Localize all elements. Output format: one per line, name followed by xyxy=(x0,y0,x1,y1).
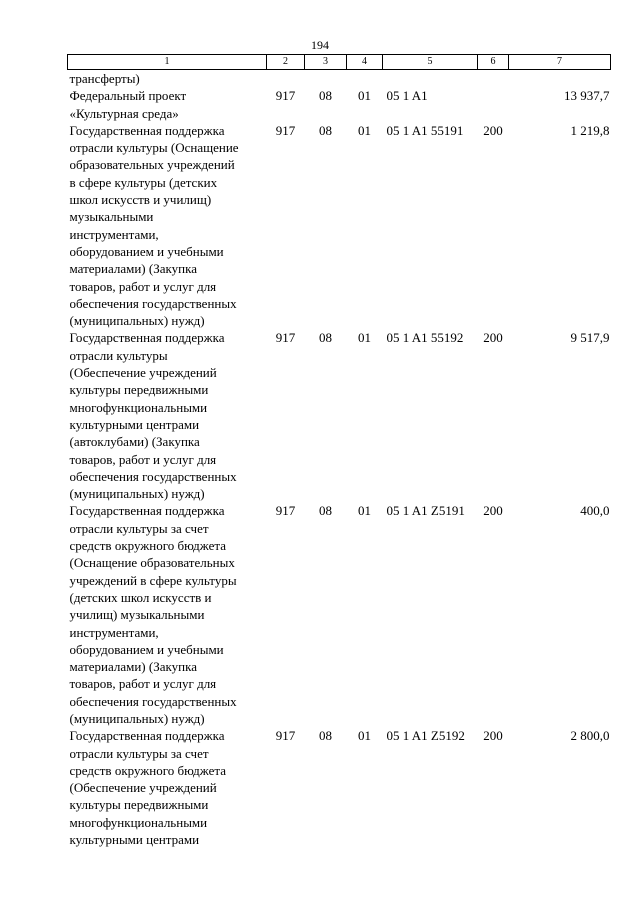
budget-table xyxy=(67,54,611,848)
expense-name-line: трансферты) xyxy=(69,71,140,86)
expense-type-cell: 200 xyxy=(483,330,503,346)
ministry-code-cell: 917 xyxy=(275,88,296,104)
target-article-cell: 05 1 A1 55192 xyxy=(386,330,464,346)
expense-name-line: (Оснащение образовательных xyxy=(69,555,235,571)
expense-name-line: музыкальными xyxy=(69,209,154,225)
expense-name-line: многофункциональными xyxy=(69,814,208,830)
expense-type-cell xyxy=(478,70,509,88)
table-row xyxy=(68,87,611,122)
expense-name-line: отрасли культуры за счет xyxy=(69,520,209,536)
section-code-cell xyxy=(305,70,347,88)
expense-name-line: Государственная поддержка xyxy=(69,503,225,519)
ministry-code-cell: 917 xyxy=(275,728,296,744)
expense-name-line: Государственная поддержка xyxy=(69,330,225,346)
target-article-cell: 05 1 A1 55191 xyxy=(386,122,464,138)
table-header-row xyxy=(68,55,611,70)
expense-name-cell xyxy=(68,70,267,88)
expense-name-line: инструментами, xyxy=(69,226,159,242)
expense-name-line: (детских школ искусств и xyxy=(69,589,212,605)
expense-name-line: (Обеспечение учреждений xyxy=(69,365,217,381)
page-number: 194 xyxy=(311,38,329,52)
ministry-code-cell: 917 xyxy=(275,330,296,346)
expense-name-line: культурными центрами xyxy=(69,832,200,848)
column-header: 4 xyxy=(347,55,383,70)
expense-type-cell xyxy=(478,87,509,122)
expense-name-line: культурными центрами xyxy=(69,416,200,432)
expense-name-line: культуры передвижными xyxy=(69,797,209,813)
table-row xyxy=(68,502,611,727)
amount-cell: 9 517,9 xyxy=(570,330,610,346)
expense-name-line: оборудованием и учебными xyxy=(69,243,224,259)
expense-name-line: многофункциональными xyxy=(69,399,208,415)
target-article-cell xyxy=(383,70,478,88)
expense-name-line: Государственная поддержка xyxy=(69,728,225,744)
column-header: 6 xyxy=(478,55,509,70)
expense-name-line: (муниципальных) нужд) xyxy=(69,313,205,329)
expense-name-line: товаров, работ и услуг для xyxy=(69,278,217,294)
expense-name-line: обеспечения государственных xyxy=(69,468,237,484)
subsection-code-cell xyxy=(347,70,383,88)
expense-type-cell: 200 xyxy=(483,122,503,138)
amount-cell: 400,0 xyxy=(580,503,610,519)
expense-name-line: «Культурная среда» xyxy=(69,105,179,121)
section-code-cell: 08 xyxy=(319,503,332,519)
column-header: 1 xyxy=(68,55,267,70)
expense-name-line: (муниципальных) нужд) xyxy=(69,486,205,502)
table-row xyxy=(68,70,611,88)
expense-name-line: материалами) (Закупка xyxy=(69,261,197,277)
ministry-code-cell: 917 xyxy=(275,122,296,138)
expense-name-line: товаров, работ и услуг для xyxy=(69,451,217,467)
expense-name-line: (автоклубами) (Закупка xyxy=(69,434,200,450)
column-header: 5 xyxy=(383,55,478,70)
expense-name-line: оборудованием и учебными xyxy=(69,641,224,657)
expense-name-line: обеспечения государственных xyxy=(69,693,237,709)
expense-name-cell xyxy=(68,87,267,122)
column-header: 3 xyxy=(305,55,347,70)
section-code-cell: 08 xyxy=(319,88,332,104)
table-row xyxy=(68,122,611,330)
subsection-code-cell: 01 xyxy=(358,122,371,138)
amount-cell: 13 937,7 xyxy=(564,88,610,104)
expense-name-cell xyxy=(68,727,267,848)
expense-name-line: обеспечения государственных xyxy=(69,295,237,311)
expense-name-line: средств окружного бюджета xyxy=(69,762,226,778)
ministry-code-cell xyxy=(267,70,305,88)
expense-name-line: Федеральный проект xyxy=(69,88,187,104)
expense-name-line: материалами) (Закупка xyxy=(69,659,197,675)
expense-name-line: образовательных учреждений xyxy=(69,157,235,173)
target-article-cell: 05 1 A1 Z5191 xyxy=(386,503,465,519)
column-header: 2 xyxy=(267,55,305,70)
section-code-cell: 08 xyxy=(319,330,332,346)
subsection-code-cell: 01 xyxy=(358,88,371,104)
target-article-cell: 05 1 A1 xyxy=(386,88,428,104)
subsection-code-cell: 01 xyxy=(358,728,371,744)
expense-name-line: отрасли культуры за счет xyxy=(69,745,209,761)
expense-name-line: училищ) музыкальными xyxy=(69,607,205,623)
expense-name-line: отрасли культуры (Оснащение xyxy=(69,140,239,156)
expense-name-line: (Обеспечение учреждений xyxy=(69,780,217,796)
ministry-code-cell: 917 xyxy=(275,503,296,519)
table-row xyxy=(68,727,611,848)
amount-cell xyxy=(509,70,611,88)
expense-name-cell xyxy=(68,329,267,502)
expense-name-line: школ искусств и училищ) xyxy=(69,192,212,208)
target-article-cell: 05 1 A1 Z5192 xyxy=(386,728,465,744)
table-row xyxy=(68,329,611,502)
expense-name-line: средств окружного бюджета xyxy=(69,538,226,554)
expense-name-cell xyxy=(68,122,267,330)
expense-type-cell: 200 xyxy=(483,503,503,519)
expense-name-line: учреждений в сфере культуры xyxy=(69,572,237,588)
subsection-code-cell: 01 xyxy=(358,503,371,519)
amount-cell: 1 219,8 xyxy=(570,122,610,138)
expense-name-line: отрасли культуры xyxy=(69,347,168,363)
section-code-cell: 08 xyxy=(319,728,332,744)
expense-name-line: товаров, работ и услуг для xyxy=(69,676,217,692)
expense-type-cell: 200 xyxy=(483,728,503,744)
section-code-cell: 08 xyxy=(319,122,332,138)
amount-cell: 2 800,0 xyxy=(570,728,610,744)
expense-name-line: культуры передвижными xyxy=(69,382,209,398)
subsection-code-cell: 01 xyxy=(358,330,371,346)
expense-name-line: Государственная поддержка xyxy=(69,122,225,138)
expense-name-cell xyxy=(68,502,267,727)
expense-name-line: (муниципальных) нужд) xyxy=(69,710,205,726)
table-body xyxy=(68,70,611,849)
expense-name-line: в сфере культуры (детских xyxy=(69,174,218,190)
expense-name-line: инструментами, xyxy=(69,624,159,640)
column-header: 7 xyxy=(509,55,611,70)
